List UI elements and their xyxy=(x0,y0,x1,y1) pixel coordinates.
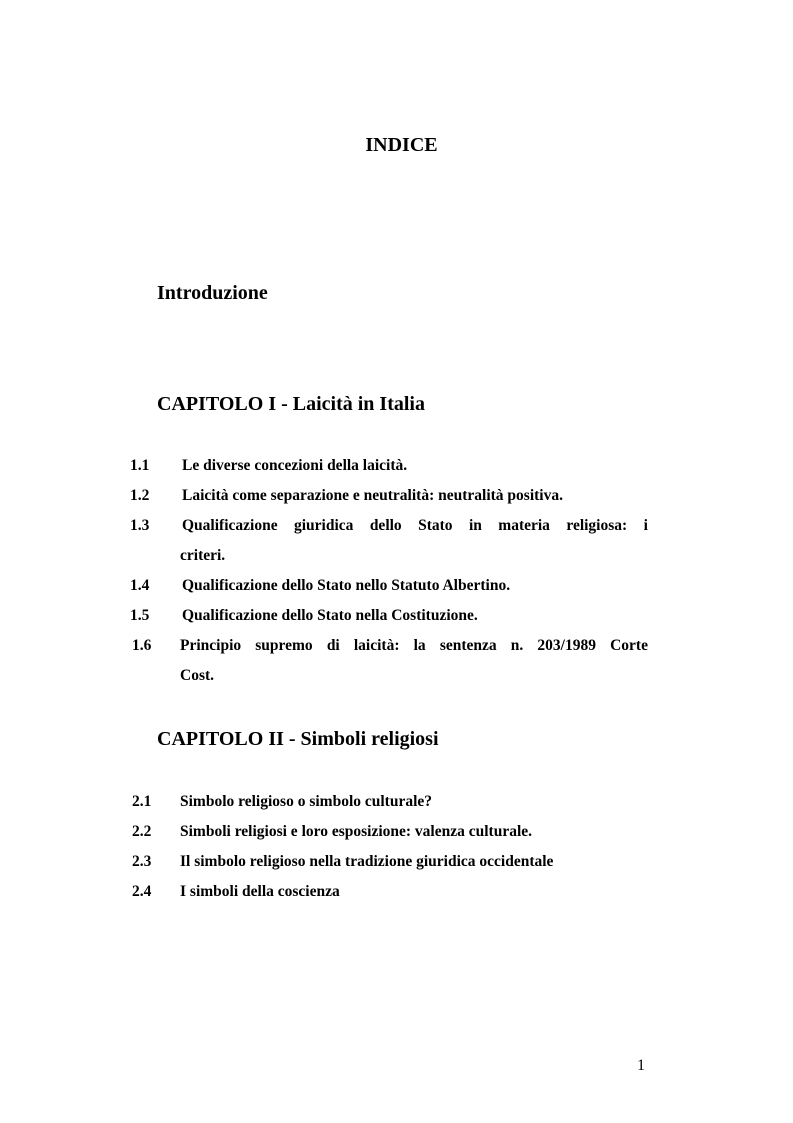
entry-continuation: criteri. xyxy=(180,547,226,564)
entry-text: Simboli religiosi e loro esposizione: valenza culturale. xyxy=(180,823,533,840)
introduction-heading: Introduzione xyxy=(157,282,268,304)
entry-word: di xyxy=(326,637,340,654)
entry-word: n. xyxy=(510,637,524,654)
entry-word: in xyxy=(468,517,482,534)
entry-text: Simbolo religioso o simbolo culturale? xyxy=(180,793,433,810)
chapter-2-heading: CAPITOLO II - Simboli religiosi xyxy=(157,728,439,750)
entry-word: Principio xyxy=(180,637,242,654)
entry-word: giuridica xyxy=(293,517,354,534)
entry-word: 203/1989 xyxy=(537,637,596,654)
entry-text: Qualificazione dello Stato nello Statuto Albertino. xyxy=(182,577,511,594)
entry-word: Stato xyxy=(418,517,453,534)
entry-text-justified xyxy=(180,636,648,656)
page-number: 1 xyxy=(637,1057,645,1074)
entry-word: dello xyxy=(369,517,402,534)
entry-number: 2.2 xyxy=(132,823,152,840)
entry-word: laicità: xyxy=(353,637,400,654)
entry-text: I simboli della coscienza xyxy=(180,883,340,900)
entry-number: 1.1 xyxy=(130,457,150,474)
entry-word: Corte xyxy=(610,637,648,654)
entry-text: Laicità come separazione e neutralità: neutralità positiva. xyxy=(182,487,563,504)
entry-number: 2.3 xyxy=(132,853,152,870)
entry-word: materia xyxy=(498,517,550,534)
entry-number: 1.6 xyxy=(132,637,152,654)
entry-continuation: Cost. xyxy=(180,667,215,684)
entry-text: Il simbolo religioso nella tradizione giuridica occidentale xyxy=(180,853,554,870)
entry-number: 1.4 xyxy=(130,577,150,594)
chapter-1-heading: CAPITOLO I - Laicità in Italia xyxy=(157,393,425,415)
entry-word: Qualificazione xyxy=(182,517,278,534)
entry-number: 1.3 xyxy=(130,517,150,534)
entry-word: sentenza xyxy=(439,637,497,654)
entry-number: 2.4 xyxy=(132,883,152,900)
entry-text: Le diverse concezioni della laicità. xyxy=(182,457,408,474)
entry-text-justified xyxy=(182,516,648,536)
entry-text: Qualificazione dello Stato nella Costituzione. xyxy=(182,607,478,624)
entry-number: 2.1 xyxy=(132,793,152,810)
entry-number: 1.5 xyxy=(130,607,150,624)
entry-word: i xyxy=(643,517,648,534)
entry-word: religiosa: xyxy=(566,517,628,534)
index-title: INDICE xyxy=(365,134,438,156)
entry-number: 1.2 xyxy=(130,487,150,504)
entry-word: supremo xyxy=(255,637,313,654)
entry-word: la xyxy=(413,637,426,654)
